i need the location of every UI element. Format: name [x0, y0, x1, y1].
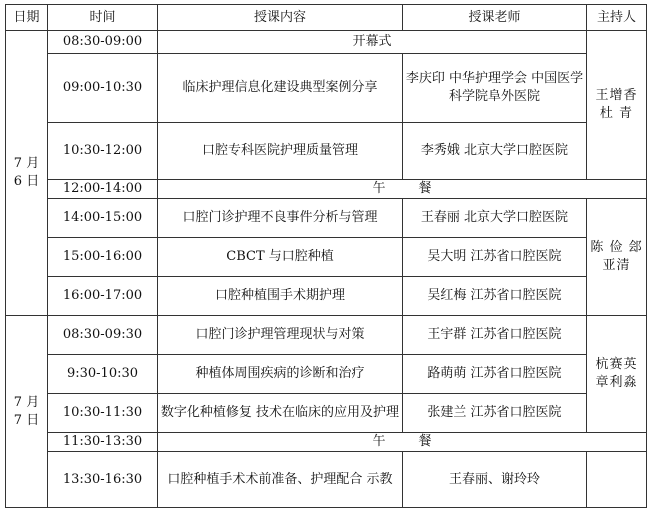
date-cell-day1: 7 月 6 日 [6, 31, 48, 316]
host-cell-day1-afternoon: 陈 俭 郐亚清 [587, 199, 647, 316]
table-row [6, 433, 647, 452]
teacher-cell: 吴红梅 江苏省口腔医院 [403, 277, 587, 316]
time-cell: 13:30-16:30 [48, 452, 158, 508]
schedule-table [5, 4, 647, 508]
header-content: 授课内容 [158, 5, 403, 31]
opening-ceremony-cell: 开幕式 [158, 31, 587, 54]
time-cell: 08:30-09:30 [48, 316, 158, 355]
lunch-cell: 午 餐 [158, 433, 647, 452]
table-row [6, 452, 647, 508]
teacher-cell: 王春丽 北京大学口腔医院 [403, 199, 587, 238]
time-cell: 08:30-09:00 [48, 31, 158, 54]
table-row [6, 238, 647, 277]
table-row [6, 31, 647, 54]
table-row [6, 180, 647, 199]
content-cell: 数字化种植修复 技术在临床的应用及护理 [158, 394, 403, 433]
time-cell: 10:30-11:30 [48, 394, 158, 433]
host-cell-day2-morning: 杭赛英 章利淼 [587, 316, 647, 433]
table-row [6, 316, 647, 355]
host-cell-day2-afternoon [587, 452, 647, 508]
host-cell-day1-morning: 王增香 杜 青 [587, 31, 647, 180]
teacher-cell: 李秀娥 北京大学口腔医院 [403, 123, 587, 180]
teacher-cell: 吴大明 江苏省口腔医院 [403, 238, 587, 277]
content-cell: 口腔门诊护理不良事件分析与管理 [158, 199, 403, 238]
content-cell: 口腔种植手术术前准备、护理配合 示教 [158, 452, 403, 508]
lunch-cell: 午 餐 [158, 180, 647, 199]
time-cell: 11:30-13:30 [48, 433, 158, 452]
teacher-cell: 张建兰 江苏省口腔医院 [403, 394, 587, 433]
teacher-cell: 王宇群 江苏省口腔医院 [403, 316, 587, 355]
table-row [6, 277, 647, 316]
time-cell: 9:30-10:30 [48, 355, 158, 394]
date-cell-day2: 7 月 7 日 [6, 316, 48, 508]
time-cell: 12:00-14:00 [48, 180, 158, 199]
header-date: 日期 [6, 5, 48, 31]
content-cell: 口腔种植围手术期护理 [158, 277, 403, 316]
content-cell: 种植体周围疾病的诊断和治疗 [158, 355, 403, 394]
teacher-cell: 李庆印 中华护理学会 中国医学科学院阜外医院 [403, 54, 587, 123]
table-row [6, 54, 647, 123]
time-cell: 14:00-15:00 [48, 199, 158, 238]
time-cell: 15:00-16:00 [48, 238, 158, 277]
header-time: 时间 [48, 5, 158, 31]
content-cell: 口腔门诊护理管理现状与对策 [158, 316, 403, 355]
content-cell: 口腔专科医院护理质量管理 [158, 123, 403, 180]
header-host: 主持人 [587, 5, 647, 31]
header-teacher: 授课老师 [403, 5, 587, 31]
table-row [6, 355, 647, 394]
content-cell: 临床护理信息化建设典型案例分享 [158, 54, 403, 123]
table-row [6, 394, 647, 433]
time-cell: 16:00-17:00 [48, 277, 158, 316]
content-cell: CBCT 与口腔种植 [158, 238, 403, 277]
teacher-cell: 王春丽、谢玲玲 [403, 452, 587, 508]
teacher-cell: 路萌萌 江苏省口腔医院 [403, 355, 587, 394]
table-row [6, 123, 647, 180]
time-cell: 09:00-10:30 [48, 54, 158, 123]
header-row [6, 5, 647, 31]
table-row [6, 199, 647, 238]
time-cell: 10:30-12:00 [48, 123, 158, 180]
